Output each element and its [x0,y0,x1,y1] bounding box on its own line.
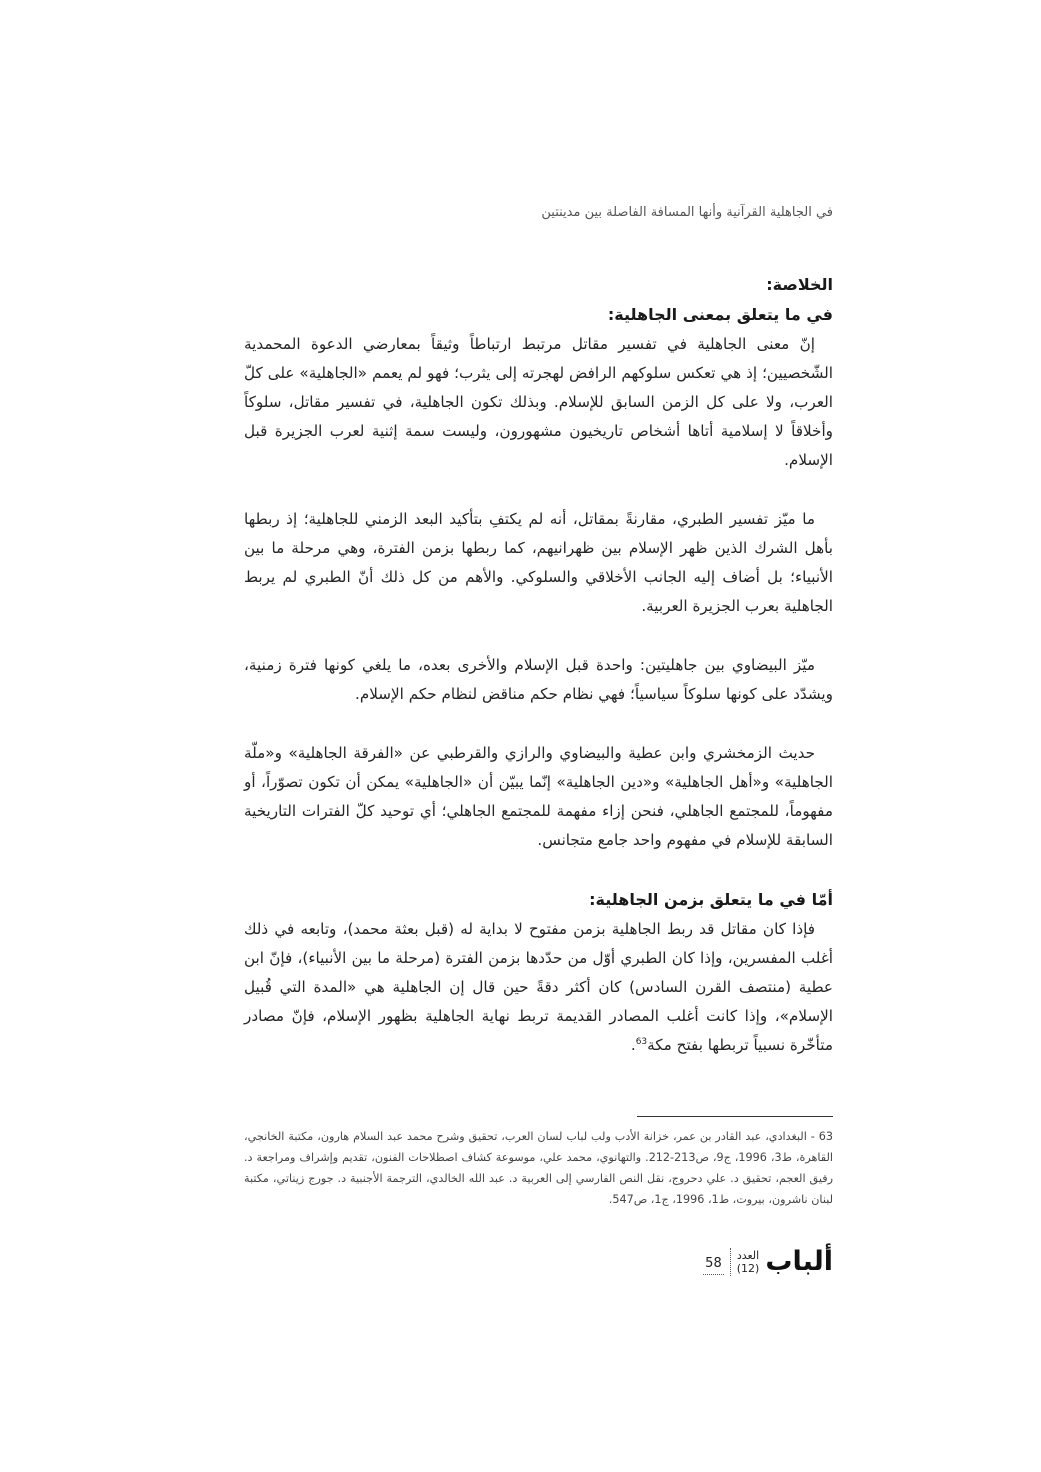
running-header: في الجاهلية القرآنية وأنها المسافة الفاصلة بين مدينتين [541,205,833,220]
footnote-ref-63[interactable]: 63 [635,1036,648,1047]
meaning-heading: في ما يتعلق بمعنى الجاهلية: [607,305,833,324]
paragraph-3: ميّز البيضاوي بين جاهليتين: واحدة قبل الإسلام والأخرى بعده، ما يلغي كونها فترة زمنية، ويشدّد على كونها سلوكاً سياسياً؛ فهي نظام حكم مناقض لنظام حكم الإسلام. [244,656,833,703]
paragraph-5-end: . [630,1036,636,1054]
paragraph-4: حديث الزمخشري وابن عطية والبيضاوي والرازي والقرطبي عن «الفرقة الجاهلية» و«ملّة الجاهلية» و«أهل الجاهلية» و«دين الجاهلية» إنّما يبيّن أن «الجاهلية» يمكن أن تكون تصوّراً، أو مفهوماً، للمجتمع الجاهلي، فنحن إزاء مفهمة للمجتمع الجاهلي؛ أي توحيد كلّ الفترات التاريخية السابقة للإسلام في مفهوم واحد جامع متجانس. [244,744,833,849]
paragraph-1: إنّ معنى الجاهلية في تفسير مقاتل مرتبط ارتباطاً وثيقاً بمعارضي الدعوة المحمدية الشّخصيين؛ إذ هي تعكس سلوكهم الرافض لهجرته إلى يثرب؛ فهو لم يعمم «الجاهلية» على كلّ العرب، ولا على كل الزمن السابق للإسلام. وبذلك تكون الجاهلية، في تفسير مقاتل، سلوكاً وأخلاقاً لا إسلامية أتاها أشخاص تاريخيون مشهورون، وليست سمة إثنية لعرب الجزيرة قبل الإسلام. [244,335,833,469]
journal-logo: ألباب [765,1246,833,1277]
main-content [244,270,833,1060]
paragraph-5 [244,915,833,1060]
issue-block [737,1249,760,1275]
footnotes [244,1126,833,1210]
page-footer [703,1245,833,1279]
time-heading: أمّا في ما يتعلق بزمن الجاهلية: [589,890,833,909]
paragraph-2: ما ميّز تفسير الطبري، مقارنةً بمقاتل، أنه لم يكتفِ بتأكيد البعد الزمني للجاهلية؛ إذ ربطها بأهل الشرك الذين ظهر الإسلام بين ظهرانيهم، كما ربطها بزمن الفترة، وهي مرحلة ما بين الأنبياء؛ بل أضاف إليه الجانب الأخلاقي والسلوكي. والأهم من كل ذلك أنّ الطبري لم يربط الجاهلية بعرب الجزيرة العربية. [244,510,833,615]
footnote-divider [637,1116,833,1117]
issue-label: العدد [736,1249,760,1262]
page-number: 58 [703,1256,724,1275]
issue-number: (12) [736,1262,760,1275]
summary-title: الخلاصة: [766,275,833,294]
footer-separator [730,1248,731,1276]
footnote-63: 63 - البغدادي، عبد القادر بن عمر، خزانة الأدب ولب لباب لسان العرب، تحقيق وشرح محمد عبد السلام هارون، مكتبة الخانجي، القاهرة، ط3، 1996، ج9، ص213-212. والتهانوي، محمد علي، موسوعة كشاف اصطلاحات الفنون، تقديم وإشراف ومراجعة د. رفيق العجم، تحقيق د. علي دحروج، نقل النص الفارسي إلى العربية د. عبد الله الخالدي، الترجمة الأجنبية د. جورج زيناتي، مكتبة لبنان ناشرون، بيروت، ط1، 1996، ج1، ص547. [244,1130,833,1206]
paragraph-5-text: فإذا كان مقاتل قد ربط الجاهلية بزمن مفتوح لا بداية له (قبل بعثة محمد)، وتابعه في ذلك أغلب المفسرين، وإذا كان الطبري أوّل من حدّدها بزمن الفترة (مرحلة ما بين الأنبياء)، فإنّ ابن عطية (منتصف القرن السادس) كان أكثر دقةً حين قال إن الجاهلية هي «المدة التي قُبيل الإسلام»، وإذا كانت أغلب المصادر القديمة تربط نهاية الجاهلية بظهور الإسلام، فإنّ مصادر متأخّرة نسبياً تربطها بفتح مكة [244,920,833,1054]
